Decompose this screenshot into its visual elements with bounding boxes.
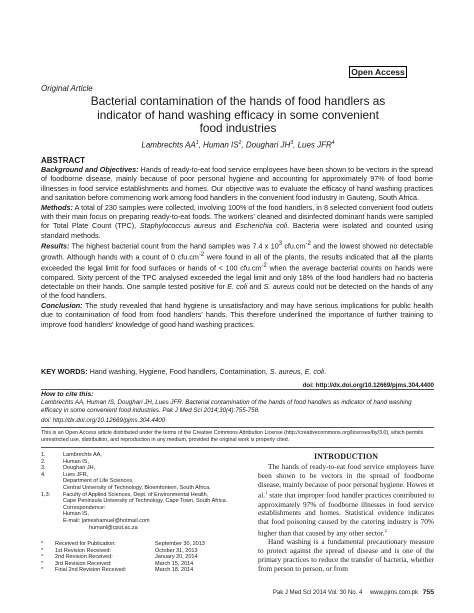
results-exponent: 3 — [278, 241, 283, 248]
author-name: Doughari JH — [245, 140, 291, 150]
conclusion-label: Conclusion: — [41, 300, 83, 310]
affiliation-row — [41, 498, 231, 505]
citation-text: Lambrechts AA, Human IS, Doughari JH, Lues JFR. Bacterial contamination of the hands of food handlers as indicator of hand washing efficacy in some convenient food industries. Pak J Med Sci 2014;30(4):755-758. — [41, 399, 412, 414]
affiliation-row — [41, 465, 231, 472]
introduction-heading: INTRODUCTION — [313, 452, 378, 461]
bullet: * — [41, 560, 44, 567]
divider — [41, 389, 434, 390]
results-text: The highest bacterial count from the hand samples was 7.4 x 10 — [69, 241, 279, 251]
author-sep: , — [198, 140, 204, 150]
affil-text: Correspondence: — [63, 504, 106, 511]
date-value: September 30, 2013 — [155, 541, 205, 547]
results-exponent: -2 — [305, 241, 311, 248]
page-footer — [273, 589, 434, 596]
journal-site-link[interactable]: www.pjms.com.pk — [369, 590, 418, 596]
date-value: March 15, 2014 — [155, 560, 194, 567]
keywords-sep: , — [300, 367, 305, 376]
date-row — [41, 548, 231, 555]
author-affil-sup: 3 — [290, 140, 294, 146]
divider — [41, 427, 434, 428]
affiliation-row — [41, 472, 231, 479]
organism-name: Staphylococcus aureus — [139, 221, 216, 231]
date-label: 2nd Revision Received: — [55, 554, 113, 561]
affil-num — [41, 518, 63, 525]
methods-text-end: . Bacteria were isolated and counted using standard methods. — [41, 221, 433, 240]
affiliation-row — [41, 459, 231, 466]
citation-ref: 2 — [384, 528, 387, 533]
affil-text: Cape Peninsula University of Technology, Cape Town, South Africa. — [63, 498, 228, 505]
methods-and: and — [215, 221, 236, 231]
date-row — [41, 561, 231, 568]
organism-name: S. aureus — [263, 282, 295, 292]
revision-dates — [41, 541, 231, 574]
affil-num — [41, 525, 63, 532]
affiliation-row — [41, 492, 231, 499]
date-label: 3rd Revision Received: — [55, 560, 112, 567]
affiliation-row — [41, 478, 231, 485]
affil-email[interactable]: E-mail: jameshamuel@hotmail.com — [63, 517, 150, 524]
bullet: * — [41, 567, 44, 574]
author-sep: , — [293, 140, 298, 150]
cite-heading: How to cite this: — [41, 391, 94, 398]
methods-label: Methods: — [41, 202, 73, 212]
affil-text: Doughari JH, — [63, 465, 96, 472]
results-and: and — [247, 282, 264, 292]
citation-doi-link[interactable]: doi: http://dx.doi.org/10.12669/pjms.304.4400 — [41, 417, 166, 424]
date-value: March 18, 2014 — [155, 567, 194, 574]
intro-text: state that improper food handler practices contributed to approximately 97% of foodborne illnesses in food service establishments and homes. Statistical evidence indicates that food poisoning caused by the catering industry is 70% higher than that caused by any other sector. — [258, 490, 434, 538]
date-label: Final 2nd Revision Received: — [55, 567, 127, 574]
affil-num: 1. — [41, 452, 46, 458]
author-list — [90, 140, 386, 150]
bullet: * — [41, 554, 44, 561]
abstract-background — [41, 165, 433, 203]
license-text: This is an Open Access article distributed under the terms of the Creative Commons Attribution License (http://creativecommons.org/licenses/by/3.0), which permits unrestricted use, distribution, and reproduction in any medium, provided the original work is properly cited. — [41, 430, 424, 443]
affil-num — [41, 478, 63, 485]
background-label: Background and Objectives: — [41, 165, 139, 174]
author-name: Human IS — [203, 140, 239, 150]
affil-text: Human IS, — [63, 458, 89, 465]
abstract-methods — [41, 203, 433, 241]
bullet: * — [41, 541, 44, 547]
affil-num: 3. — [41, 465, 46, 472]
divider — [41, 447, 434, 448]
results-text: cfu.cm — [282, 241, 306, 251]
affil-email[interactable]: humanl@cput.ac.za — [89, 524, 138, 531]
date-label: 1st Revision Received: — [55, 547, 111, 554]
affiliation-row — [41, 511, 231, 518]
methods-text: A total of 230 samples were collected, involving 100% of the food handlers, in 8 selected convenient food outlets with their main focus on preparing ready-to-eat foods. The workers' cleaned and disinfected dominant hands were sampled for Total Plate Count (TPC), — [41, 202, 433, 231]
doi-link[interactable]: doi: http://dx.doi.org/10.12669/pjms.304.4400 — [302, 382, 434, 389]
date-label: Received for Publication: — [55, 541, 116, 547]
author-sep: , — [241, 140, 246, 150]
date-row — [41, 554, 231, 561]
keywords-text: Hand washing, Hygiene, Food handlers, Contamination, — [87, 367, 270, 376]
affiliation-row — [41, 452, 231, 459]
author-name: Lambrechts AA — [141, 140, 196, 150]
affil-text: Department of Life Sciences, — [63, 478, 134, 485]
abstract-conclusion — [41, 301, 433, 329]
date-value: October 31, 2013 — [155, 547, 198, 554]
intro-paragraph: Hand washing is a fundamental precautionary measure to protect against the spread of disease and is one of the primary practices to reduce the transfer of bacteria, whether from person to person, or from — [258, 537, 434, 573]
article-type: Original Article — [41, 84, 93, 93]
conclusion-text: The study revealed that hand hygiene is unsatisfactory and may have serious implications for public health due to contamination of food from food handlers' hands. This therefore underlined the importance of further training to improve food handlers' knowledge of good hand washing practices. — [41, 300, 433, 329]
keywords-label: KEY WORDS: — [41, 367, 88, 376]
abstract-body — [41, 165, 433, 329]
results-exponent: -2 — [261, 262, 267, 269]
affil-text: Central University of Technology, Bloemfontein, South Africa. — [63, 484, 211, 491]
date-row — [41, 567, 231, 574]
citation-ref: 1 — [265, 490, 268, 496]
author-affil-sup: 1 — [195, 140, 199, 146]
affil-num — [41, 498, 63, 505]
organism-name: S. aureus — [269, 367, 301, 376]
results-exponent: -2 — [198, 252, 205, 259]
journal-info: Pak J Med Sci 2014 Vol. 30 No. 4 — [272, 590, 363, 596]
affil-text: Human IS, — [63, 511, 89, 518]
results-label: Results: — [41, 241, 70, 251]
affiliation-row — [41, 485, 231, 492]
abstract-results — [41, 240, 433, 301]
affil-num — [41, 485, 63, 492]
affil-text: Faculty of Applied Sciences, Dept. of Environmental Health, — [63, 491, 209, 498]
intro-paragraph — [258, 463, 434, 538]
abstract-heading: ABSTRACT — [41, 156, 85, 165]
article-title: Bacterial contamination of the hands of food handlers as indicator of hand washing efficacy in some convenient food industries — [90, 94, 386, 136]
affil-num: 4. — [41, 471, 46, 478]
affiliation-row — [41, 505, 231, 512]
affiliation-row — [41, 518, 231, 525]
page-number: 755 — [422, 589, 434, 596]
date-value: January 20, 2014 — [155, 554, 198, 561]
affil-num: 1,3: — [41, 491, 51, 498]
author-name: Lues JFR — [297, 140, 332, 150]
results-text: could not be detected on the hands of any of the food handlers. — [41, 282, 434, 301]
affiliations — [41, 452, 231, 531]
intro-text: The hands of ready-to-eat food service employees have been shown to be vectors in the spread of foodborne disease, mainly because of poor personal hygiene. Howes et al. — [258, 462, 434, 500]
organism-name: E. coli — [227, 282, 248, 292]
affil-num — [41, 505, 63, 512]
affil-text: Lues JFR, — [63, 471, 89, 478]
affil-text: Lambrechts AA, — [63, 452, 102, 458]
author-affil-sup: 2 — [238, 140, 242, 146]
affil-num — [41, 511, 63, 518]
results-text: were found in all of the plants, the results indicated that all the plants exceeded the legal limit for food surfaces or hands of < 100 cfu.cm — [41, 252, 433, 273]
author-affil-sup: 4 — [331, 140, 335, 146]
affil-num: 2. — [41, 458, 46, 465]
keywords-end: . — [324, 367, 327, 376]
open-access-badge: Open Access — [349, 66, 407, 78]
organism-name: E. coli — [304, 367, 325, 376]
results-text: and the lowest showed no detectable growth. Although hands with a count of 0 cfu.cm — [41, 241, 433, 262]
keywords — [41, 367, 433, 376]
organism-name: Escherichia coli — [235, 221, 288, 231]
affiliation-row — [41, 525, 231, 532]
results-text: when the average bacterial counts on hands were compared. Sixty percent of the TPC analysed exceeded the legal limit and only 18% of the food handlers had no bacteria detectable on their hands. One sample tested positive for — [41, 263, 434, 292]
background-text: Hands of ready-to-eat food service employees have been shown to be vectors in the spread of foodborne disease, mainly because of poor personal hygiene and accounting for approximately 97% of food borne illnesses in food service establishments and homes. Our objective was to evaluate the efficacy of hand washing practices and sanitation before commencing work among food handlers in the convenient food industry in Gauteng, South Africa. — [41, 165, 434, 203]
date-row — [41, 541, 231, 548]
introduction-body — [258, 463, 434, 573]
bullet: * — [41, 547, 44, 554]
